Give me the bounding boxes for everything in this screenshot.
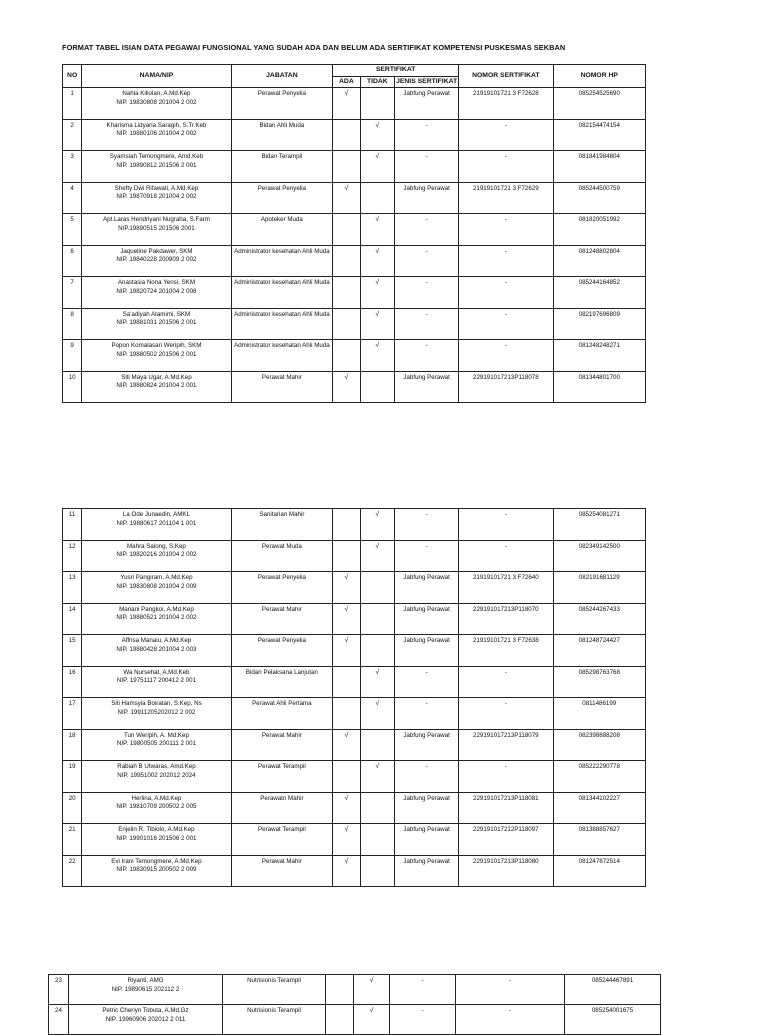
cell-jenis-sertifikat: - (395, 761, 459, 793)
cell-no: 10 (63, 371, 82, 403)
cell-no: 13 (63, 572, 82, 604)
cell-tidak-check (360, 824, 395, 856)
cell-no: 6 (63, 245, 82, 277)
cell-nomor-hp: 081344801700 (553, 371, 645, 403)
cell-no: 14 (63, 603, 82, 635)
employee-name: Yusri Pangiram, A.Md.Kep (120, 574, 193, 581)
cell-tidak-check: √ (354, 975, 390, 1005)
cell-jabatan: Perawat Terampil (231, 761, 333, 793)
cell-ada-check (333, 151, 360, 183)
cell-nomor-hp: 082197696809 (553, 308, 645, 340)
cell-tidak-check: √ (360, 277, 395, 309)
cell-no: 15 (63, 635, 82, 667)
table-row (63, 371, 646, 403)
cell-no: 20 (63, 792, 82, 824)
cell-nama-nip (82, 277, 231, 309)
cell-nama-nip (82, 245, 231, 277)
cell-nama-nip (82, 88, 231, 120)
cell-nomor-hp: 085244500759 (553, 182, 645, 214)
employee-name: Enjelin R. Tibiolo, A.Md.Kep (118, 826, 195, 833)
cell-tidak-check (360, 603, 395, 635)
cell-ada-check (333, 698, 360, 730)
cell-nomor-hp: 082191681129 (553, 572, 645, 604)
cell-ada-check: √ (333, 603, 360, 635)
cell-tidak-check: √ (360, 308, 395, 340)
cell-jenis-sertifikat: - (395, 340, 459, 372)
cell-jabatan: Administrator kesehatan Ahli Muda (231, 340, 333, 372)
employee-nip: NIP.19890515 201506 2001 (118, 224, 195, 232)
cell-ada-check (333, 761, 360, 793)
header-ada: ADA (333, 76, 360, 88)
cell-jenis-sertifikat: Jabfung Perawat (395, 603, 459, 635)
cell-nomor-hp: 085254001675 (565, 1005, 661, 1035)
table-row (63, 340, 646, 372)
table-row (63, 119, 646, 151)
cell-ada-check (326, 1005, 354, 1035)
cell-nomor-hp: 085254081271 (553, 509, 645, 541)
cell-jenis-sertifikat: - (395, 245, 459, 277)
cell-nama-nip (82, 635, 231, 667)
employee-name: Siti Maya Ugar, A.Md.Kep (121, 373, 192, 381)
employee-name: Anastasia Nona Yensi, SKM (117, 279, 195, 287)
cell-tidak-check: √ (360, 698, 395, 730)
cell-jabatan: Perawatn Mahir (231, 792, 333, 824)
cell-nomor-sertifikat: 229191017213P118080 (459, 855, 553, 887)
cell-jenis-sertifikat: - (395, 698, 459, 730)
cell-nomor-hp: 085222290778 (553, 761, 645, 793)
employee-nip: NIP. 19890812 201506 2 001 (116, 161, 197, 169)
table-row (63, 603, 646, 635)
table-row (63, 509, 646, 541)
table-row (63, 277, 646, 309)
employee-name: Tun Weripih, A. Md.Kep (123, 731, 189, 739)
table-row (63, 855, 646, 887)
cell-ada-check (333, 666, 360, 698)
cell-ada-check: √ (333, 792, 360, 824)
header-row (63, 65, 646, 77)
cell-nama-nip (69, 975, 223, 1005)
cell-nama-nip (82, 119, 231, 151)
employee-nip: NIP. 19830915 200502 2 009 (116, 866, 197, 874)
cell-tidak-check: √ (360, 151, 395, 183)
cell-no: 18 (63, 729, 82, 761)
cell-nama-nip (82, 572, 231, 604)
cell-nomor-sertifikat: 21919101721 3 F72629 (459, 182, 553, 214)
cell-no: 8 (63, 308, 82, 340)
employee-name: Siti Hamsyia Boiratan, S.Kep, Ns (111, 700, 202, 707)
cell-tidak-check: √ (360, 666, 395, 698)
cell-tidak-check (360, 182, 395, 214)
employee-nip: NIP. 19830808 201004 2 009 (116, 582, 197, 590)
cell-tidak-check (360, 371, 395, 403)
header-nomor-sertifikat: NOMOR SERTIFIKAT (459, 65, 553, 88)
cell-ada-check (333, 119, 360, 151)
cell-jabatan: Perawat Mahir (231, 855, 333, 887)
cell-jabatan: Administrator kesehatan Ahli Muda (231, 277, 333, 309)
cell-ada-check: √ (333, 824, 360, 856)
table-row (63, 761, 646, 793)
cell-nomor-sertifikat: - (459, 119, 553, 151)
cell-nomor-sertifikat: - (459, 214, 553, 246)
cell-nama-nip (82, 509, 231, 541)
cell-no: 12 (63, 540, 82, 572)
employee-name: Shefty Dwi Rifawati, A.Md.Kep (114, 184, 199, 192)
cell-jenis-sertifikat: - (390, 1005, 456, 1035)
employee-nip: NIP. 19800505 200111 2 001 (116, 740, 197, 748)
header-jenis: JENIS SERTIFIKAT (395, 76, 459, 88)
cell-ada-check (326, 975, 354, 1005)
employee-name: Evi Irani Temongmere, A.Md.Kep (111, 857, 202, 865)
cell-nama-nip (69, 1005, 223, 1035)
table-row (63, 698, 646, 730)
cell-nomor-sertifikat: 21919101721 3 F72640 (459, 572, 553, 604)
table-row (63, 245, 646, 277)
cell-jabatan: Perawat Mahir (231, 729, 333, 761)
table-row (63, 151, 646, 183)
cell-nomor-hp: 081388857627 (553, 824, 645, 856)
employee-nip: NIP. 19901016 201506 2 001 (116, 834, 197, 842)
cell-ada-check: √ (333, 371, 360, 403)
cell-jabatan: Perawat Mahir (231, 603, 333, 635)
table-row (63, 182, 646, 214)
cell-ada-check: √ (333, 88, 360, 120)
cell-nomor-sertifikat: 21919101721 3 F72628 (459, 88, 553, 120)
cell-jabatan: Administrator kesehatan Ahli Muda (231, 245, 333, 277)
cell-nama-nip (82, 761, 231, 793)
employee-table-page-1 (62, 64, 646, 403)
cell-nama-nip (82, 540, 231, 572)
employee-name: Wa Nursehat, A.Md.Keb (123, 668, 190, 676)
cell-ada-check (333, 277, 360, 309)
cell-tidak-check (360, 855, 395, 887)
table-row (63, 635, 646, 667)
cell-no: 4 (63, 182, 82, 214)
cell-jabatan: Sanitarian Mahir (231, 509, 333, 541)
cell-jenis-sertifikat: - (395, 308, 459, 340)
cell-nomor-sertifikat: 21919101721 3 F72638 (459, 635, 553, 667)
cell-nomor-hp: 081820051992 (553, 214, 645, 246)
table-row (63, 666, 646, 698)
employee-table-page-2 (62, 508, 646, 887)
cell-ada-check (333, 540, 360, 572)
employee-name: Riyanti, AMG (127, 977, 164, 984)
cell-jabatan: Bidan Terampil (231, 151, 333, 183)
cell-nama-nip (82, 214, 231, 246)
employee-name: Popon Komalasari Weripih, SKM (111, 342, 202, 350)
employee-name: Mahra Salong, S.Kep (127, 542, 186, 550)
employee-nip: NIP. 19880617 201104 1 001 (116, 519, 197, 527)
cell-ada-check (333, 509, 360, 541)
employee-name: Sa'adiyah Atamimi, SKM (122, 310, 191, 318)
cell-ada-check: √ (333, 729, 360, 761)
cell-no: 21 (63, 824, 82, 856)
cell-nomor-sertifikat: - (459, 698, 553, 730)
cell-nomor-sertifikat: - (459, 540, 553, 572)
cell-ada-check (333, 340, 360, 372)
cell-nomor-hp: 081247872514 (553, 855, 645, 887)
cell-nomor-hp: 081841984804 (553, 151, 645, 183)
cell-nama-nip (82, 824, 231, 856)
cell-jabatan: Perawat Ahli Pertama (231, 698, 333, 730)
cell-nomor-hp: 082398888208 (553, 729, 645, 761)
cell-no: 22 (63, 855, 82, 887)
cell-no: 3 (63, 151, 82, 183)
cell-jenis-sertifikat: - (395, 119, 459, 151)
cell-jabatan: Perawat Terampil (231, 824, 333, 856)
cell-no: 16 (63, 666, 82, 698)
cell-ada-check: √ (333, 635, 360, 667)
table-row (63, 824, 646, 856)
employee-nip: NIP. 19830808 201004 2 002 (116, 98, 197, 106)
cell-jenis-sertifikat: - (390, 975, 456, 1005)
cell-nomor-sertifikat: 229191017213P118070 (459, 603, 553, 635)
cell-nomor-hp: 082349142500 (553, 540, 645, 572)
cell-nomor-sertifikat: - (459, 509, 553, 541)
employee-nip: NIP. 19880106 201004 2 002 (116, 130, 197, 138)
document-title: FORMAT TABEL ISIAN DATA PEGAWAI FUNGSIONAL YANG SUDAH ADA DAN BELUM ADA SERTIFIKAT KOMPETENSI PUSKESMAS SEKBAN (62, 43, 566, 52)
cell-tidak-check: √ (354, 1005, 390, 1035)
cell-jenis-sertifikat: Jabfung Perawat (395, 88, 459, 120)
cell-tidak-check: √ (360, 340, 395, 372)
cell-nomor-hp: 085244267433 (553, 603, 645, 635)
cell-tidak-check (360, 88, 395, 120)
employee-name: Petric Cheriyn Tobuta, A.Md.Gz (102, 1007, 189, 1014)
cell-nama-nip (82, 603, 231, 635)
cell-nomor-sertifikat: 229191017213P118081 (459, 792, 553, 824)
employee-nip: NIP. 19880428 201004 2 003 (116, 645, 197, 653)
cell-nomor-sertifikat: - (459, 340, 553, 372)
employee-name: Affrisa Manaiu, A.Md.Kep (121, 637, 192, 644)
employee-nip: NIP. 19820724 201004 2 008 (116, 287, 197, 295)
cell-nama-nip (82, 308, 231, 340)
cell-jenis-sertifikat: Jabfung Perawat (395, 182, 459, 214)
employee-nip: NIP. 19810709 200502 2 005 (116, 803, 197, 811)
header-nomor-hp: NOMOR HP (553, 65, 645, 88)
cell-no: 2 (63, 119, 82, 151)
cell-nomor-sertifikat: - (456, 1005, 565, 1035)
cell-jabatan: Nutrisionis Terampil (223, 1005, 326, 1035)
employee-name: Herlina, A.Md.Kep (131, 794, 182, 802)
cell-tidak-check: √ (360, 119, 395, 151)
cell-jabatan: Apoteker Muda (231, 214, 333, 246)
employee-nip: NIP. 19960906 202012 2 011 (105, 1015, 186, 1023)
employee-name: Nahla Kiliolan, A.Md.Kep (122, 90, 191, 98)
cell-jenis-sertifikat: - (395, 151, 459, 183)
cell-no: 19 (63, 761, 82, 793)
employee-name: Jaqueline Pakdawer, SKM (120, 247, 193, 255)
cell-no: 7 (63, 277, 82, 309)
cell-nomor-sertifikat: - (459, 151, 553, 183)
cell-nomor-hp: 085254525690 (553, 88, 645, 120)
cell-tidak-check (360, 729, 395, 761)
cell-nomor-hp: 081248248271 (553, 340, 645, 372)
employee-name: Rabiah B Utwaras, Amd.Kep (117, 763, 196, 770)
cell-nama-nip (82, 151, 231, 183)
cell-nomor-hp: 085244164852 (553, 277, 645, 309)
cell-nomor-sertifikat: - (459, 308, 553, 340)
cell-jenis-sertifikat: - (395, 666, 459, 698)
employee-nip: NIP. 19951002 202012 2024 (117, 771, 196, 779)
cell-no: 5 (63, 214, 82, 246)
cell-nama-nip (82, 340, 231, 372)
cell-no: 11 (63, 509, 82, 541)
employee-nip: NIP. 19880502 201506 2 001 (116, 350, 197, 358)
cell-ada-check (333, 245, 360, 277)
cell-no: 1 (63, 88, 82, 120)
cell-no: 17 (63, 698, 82, 730)
cell-nomor-sertifikat: 229191017213P118079 (459, 729, 553, 761)
cell-tidak-check (360, 572, 395, 604)
table-row (63, 308, 646, 340)
cell-nomor-sertifikat: - (459, 277, 553, 309)
employee-name: Apt.Laras Hendriyani Nugraha, S.Farm (102, 216, 210, 224)
cell-nama-nip (82, 729, 231, 761)
cell-jabatan: Perawat Penyelia (231, 88, 333, 120)
cell-no: 24 (49, 1005, 69, 1035)
cell-ada-check: √ (333, 182, 360, 214)
cell-no: 23 (49, 975, 69, 1005)
cell-nomor-hp: 081248724427 (553, 635, 645, 667)
cell-nomor-hp: 085298763768 (553, 666, 645, 698)
cell-jabatan: Bidan Pelaksana Lanjutan (231, 666, 333, 698)
employee-nip: NIP. 19880521 201004 2 002 (116, 614, 197, 622)
cell-nomor-sertifikat: 229191017213P118078 (459, 371, 553, 403)
cell-jabatan: Perawat Mahir (231, 371, 333, 403)
cell-jenis-sertifikat: Jabfung Perawat (395, 371, 459, 403)
cell-jenis-sertifikat: Jabfung Perawat (395, 792, 459, 824)
employee-name: Mariani Pangkoi, A.Md.Kep (119, 605, 194, 613)
cell-nomor-sertifikat: - (459, 761, 553, 793)
cell-nomor-sertifikat: 229191017212P118097 (459, 824, 553, 856)
cell-tidak-check: √ (360, 214, 395, 246)
employee-nip: NIP. 19911205202012 2 002 (117, 708, 196, 716)
cell-ada-check (333, 214, 360, 246)
header-jabatan: JABATAN (231, 65, 333, 88)
employee-name: Syamsiah Temongmere, Amd.Keb (109, 153, 204, 161)
cell-nomor-sertifikat: - (459, 666, 553, 698)
employee-nip: NIP. 19880824 201004 2 001 (116, 382, 197, 390)
cell-jenis-sertifikat: - (395, 540, 459, 572)
cell-nama-nip (82, 792, 231, 824)
cell-tidak-check: √ (360, 540, 395, 572)
cell-tidak-check: √ (360, 245, 395, 277)
cell-no: 9 (63, 340, 82, 372)
cell-jabatan: Perawat Penyelia (231, 182, 333, 214)
employee-name: La Ode Junaedin, AMKL (122, 511, 190, 518)
cell-jabatan: Administrator kesehatan Ahli Muda (231, 308, 333, 340)
header-tidak: TIDAK (360, 76, 395, 88)
table-row (49, 1005, 661, 1035)
cell-jabatan: Perawat Penyelia (231, 572, 333, 604)
employee-nip: NIP. 19890615 202112 2 (111, 985, 180, 993)
cell-nama-nip (82, 371, 231, 403)
cell-nomor-hp: 082154474154 (553, 119, 645, 151)
table-row (63, 88, 646, 120)
cell-nama-nip (82, 666, 231, 698)
employee-name: Kharisma Lidyaria Saragih, S.Tr.Keb (106, 121, 207, 129)
header-no: NO (63, 65, 82, 88)
cell-jabatan: Bidan Ahli Muda (231, 119, 333, 151)
cell-ada-check: √ (333, 572, 360, 604)
cell-jenis-sertifikat: Jabfung Perawat (395, 572, 459, 604)
cell-nomor-hp: 0811486199 (553, 698, 645, 730)
cell-jenis-sertifikat: - (395, 509, 459, 541)
cell-nomor-hp: 081344102227 (553, 792, 645, 824)
employee-nip: NIP. 19881031 201506 2 001 (116, 319, 197, 327)
cell-tidak-check (360, 792, 395, 824)
cell-jabatan: Nutrisionis Terampil (223, 975, 326, 1005)
table-row (63, 572, 646, 604)
cell-jabatan: Perawat Penyelia (231, 635, 333, 667)
cell-jenis-sertifikat: - (395, 214, 459, 246)
header-nama: NAMA/NIP (82, 65, 231, 88)
cell-nomor-sertifikat: - (459, 245, 553, 277)
header-sertifikat: SERTIFIKAT (333, 65, 459, 77)
cell-jenis-sertifikat: Jabfung Perawat (395, 729, 459, 761)
employee-table-page-3 (48, 974, 661, 1035)
cell-nama-nip (82, 855, 231, 887)
cell-nama-nip (82, 182, 231, 214)
cell-ada-check: √ (333, 855, 360, 887)
employee-nip: NIP. 19840228 200909 2 002 (116, 256, 197, 264)
cell-nomor-hp: 085244467891 (565, 975, 661, 1005)
cell-nomor-hp: 081248802804 (553, 245, 645, 277)
employee-nip: NIP. 19751117 200412 2 001 (116, 677, 197, 685)
table-row (63, 792, 646, 824)
table-row (63, 540, 646, 572)
cell-jenis-sertifikat: Jabfung Perawat (395, 824, 459, 856)
cell-jabatan: Perawat Muda (231, 540, 333, 572)
cell-tidak-check: √ (360, 761, 395, 793)
employee-nip: NIP. 19820216 201004 2 002 (116, 551, 197, 559)
cell-jenis-sertifikat: - (395, 277, 459, 309)
cell-tidak-check: √ (360, 509, 395, 541)
table-row (63, 729, 646, 761)
table-row (63, 214, 646, 246)
table-row (49, 975, 661, 1005)
cell-nomor-sertifikat: - (456, 975, 565, 1005)
cell-nama-nip (82, 698, 231, 730)
cell-jenis-sertifikat: Jabfung Perawat (395, 635, 459, 667)
employee-nip: NIP. 19870918 201004 2 002 (116, 193, 197, 201)
cell-ada-check (333, 308, 360, 340)
cell-tidak-check (360, 635, 395, 667)
cell-jenis-sertifikat: Jabfung Perawat (395, 855, 459, 887)
